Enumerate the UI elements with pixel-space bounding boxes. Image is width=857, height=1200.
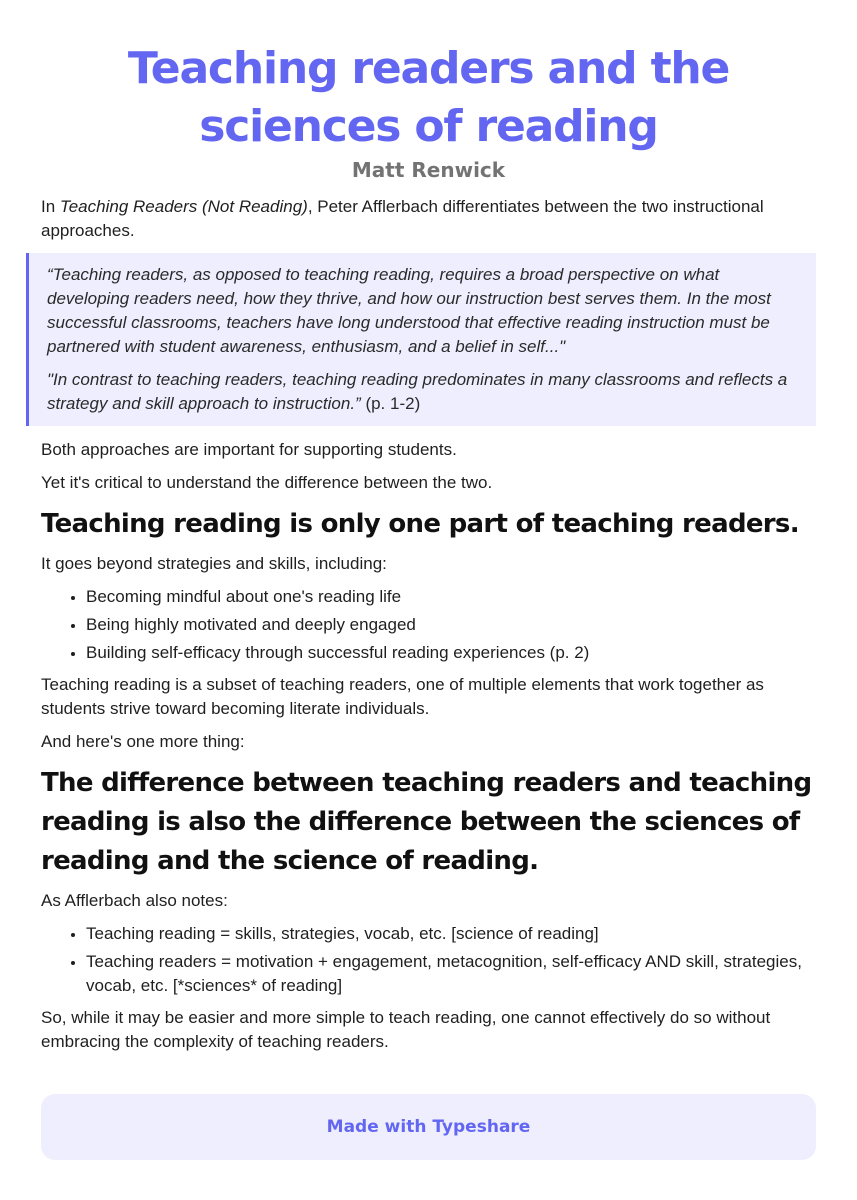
section-1-heading: Teaching reading is only one part of teaching readers.	[41, 509, 799, 539]
list-item: • Teaching reading = skills, strategies, vocab, etc. [science of reading]	[86, 922, 816, 946]
article-title: Teaching readers and the sciences of reading	[127, 43, 730, 152]
intro-prefix: In	[41, 197, 60, 216]
article	[41, 40, 816, 1063]
section-2-lead: As Afflerbach also notes:	[41, 891, 228, 910]
list-item: • Becoming mindful about one's reading life	[86, 585, 816, 609]
book-title: Teaching Readers (Not Reading)	[59, 197, 308, 216]
author-name: Matt Renwick	[351, 158, 506, 182]
made-with-typeshare-link[interactable]: Made with Typeshare	[41, 1094, 816, 1160]
section-2-heading: The difference between teaching readers and teaching reading is also the difference between the sciences of reading and the science of reading.	[41, 768, 812, 876]
paragraph-one-more-thing: And here's one more thing:	[41, 732, 245, 751]
paragraph-conclusion: So, while it may be easier and more simple to teach reading, one cannot effectively do so without embracing the complexity of teaching readers.	[41, 1008, 771, 1051]
section-1-list	[41, 585, 816, 665]
intro-suffix: , Peter Afflerbach differentiates between the two instructional approaches.	[41, 197, 764, 240]
list-item: • Teaching readers = motivation + engagement, metacognition, self-efficacy AND skill, strategies, vocab, etc. [*sciences* of reading]	[86, 950, 816, 998]
quote-citation: (p. 1-2)	[360, 394, 421, 413]
paragraph-critical: Yet it's critical to understand the difference between the two.	[41, 473, 493, 492]
blockquote	[26, 253, 816, 426]
list-item: • Being highly motivated and deeply engaged	[86, 613, 816, 637]
list-item: • Building self-efficacy through successful reading experiences (p. 2)	[86, 641, 816, 665]
paragraph-both-approaches: Both approaches are important for supporting students.	[41, 440, 457, 459]
quote-paragraph-2-text: "In contrast to teaching readers, teaching reading predominates in many classrooms and reflects a strategy and skill approach to instruction.”	[47, 370, 788, 413]
quote-paragraph-2	[47, 368, 796, 416]
intro-paragraph	[41, 195, 816, 243]
section-1-lead: It goes beyond strategies and skills, including:	[41, 554, 387, 573]
paragraph-subset: Teaching reading is a subset of teaching readers, one of multiple elements that work together as students strive toward becoming literate individuals.	[41, 675, 764, 718]
quote-paragraph-1: “Teaching readers, as opposed to teaching reading, requires a broad perspective on what developing readers need, how they thrive, and how our instruction best serves them. In the most successful classrooms, teachers have long understood that effective reading instruction must be partnered with student awareness, enthusiasm, and a belief in self..."	[47, 265, 771, 356]
section-2-list	[41, 922, 816, 998]
